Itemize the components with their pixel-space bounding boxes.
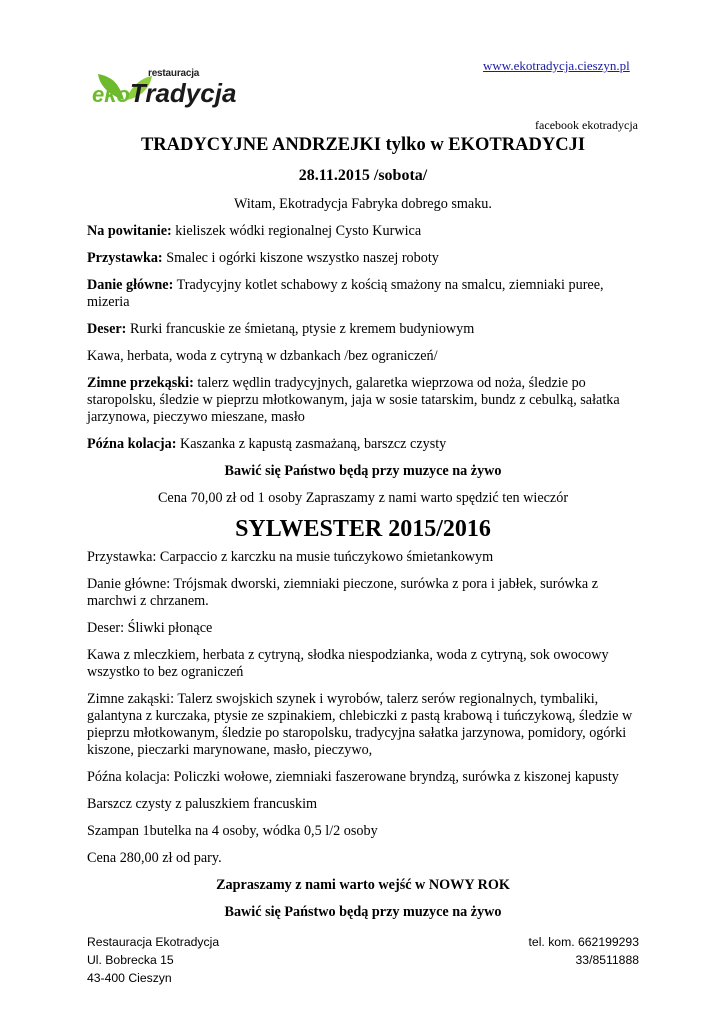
- footer-address: [87, 933, 219, 987]
- andrzejki-item: Zimne przekąski: talerz wędlin tradycyjnych, galaretka wieprzowa od noża, śledzie po staropolsku, śledzie w pieprzu młotkowanym, jaja w sosie tatarskim, bundz z cebulką, sałatka jarzynowa, pieczywo mieszane, masło: [87, 375, 620, 425]
- sylwester-item: Szampan 1butelka na 4 osoby, wódka 0,5 l/2 osoby: [87, 823, 378, 839]
- footer-street: Ul. Bobrecka 15: [87, 953, 174, 967]
- andrzejki-date: 28.11.2015 /sobota/: [298, 167, 428, 184]
- logo-small-text: restauracja: [148, 68, 200, 79]
- footer-phone-landline: 33/8511888: [575, 953, 639, 967]
- footer-phone-mobile: tel. kom. 662199293: [528, 935, 639, 949]
- andrzejki-item: Na powitanie: kieliszek wódki regionalnej Cysto Kurwica: [87, 223, 422, 239]
- sylwester-invite: Zapraszamy z nami warto wejść w NOWY ROK: [216, 877, 510, 893]
- andrzejki-greeting: Witam, Ekotradycja Fabryka dobrego smaku.: [234, 196, 492, 212]
- website-link[interactable]: www.ekotradycja.cieszyn.pl: [483, 58, 630, 73]
- sylwester-title: SYLWESTER 2015/2016: [235, 516, 491, 542]
- andrzejki-music: Bawić się Państwo będą przy muzyce na żywo: [224, 463, 502, 479]
- andrzejki-title: TRADYCYJNE ANDRZEJKI tylko w EKOTRADYCJI: [140, 135, 586, 155]
- andrzejki-item: Późna kolacja: Kaszanka z kapustą zasmażaną, barszcz czysty: [87, 436, 447, 452]
- logo-eko: eko: [92, 82, 130, 107]
- andrzejki-item: Kawa, herbata, woda z cytryną w dzbankach /bez ograniczeń/: [87, 348, 438, 364]
- sylwester-item: Zimne zakąski: Talerz swojskich szynek i wyrobów, talerz serów regionalnych, tymbaliki, galantyna z kurczaka, ptysie ze szpinakiem, chlebiczki z pastą krabową i tuńczykową, śledzie w pieprzu młotkowanym, śledzie po staropolsku, tradycyjna sałatka jarzynowa, pomidory, ogórki kiszone, pieczarki marynowane, masło, pieczywo,: [87, 691, 633, 758]
- sylwester-item: Cena 280,00 zł od pary.: [87, 850, 222, 866]
- logo-tradycja: Tradycja: [129, 78, 237, 108]
- menu-content: [87, 134, 639, 921]
- andrzejki-item: Deser: Rurki francuskie ze śmietaną, ptysie z kremem budyniowym: [87, 321, 475, 337]
- logo: [92, 66, 237, 112]
- footer-restaurant-name: Restauracja Ekotradycja: [87, 935, 220, 949]
- sylwester-item: Deser: Śliwki płonące: [87, 620, 213, 636]
- andrzejki-item: Przystawka: Smalec i ogórki kiszone wszystko naszej roboty: [87, 250, 439, 266]
- andrzejki-price: Cena 70,00 zł od 1 osoby Zapraszamy z nami warto spędzić ten wieczór: [157, 490, 569, 506]
- sylwester-item: Późna kolacja: Policzki wołowe, ziemniaki faszerowane bryndzą, surówka z kiszonej kapusty: [87, 769, 619, 785]
- facebook-text: facebook ekotradycja: [535, 118, 638, 132]
- sylwester-item: Barszcz czysty z paluszkiem francuskim: [87, 796, 318, 812]
- footer-city: 43-400 Cieszyn: [87, 971, 172, 985]
- sylwester-music: Bawić się Państwo będą przy muzyce na żywo: [224, 904, 502, 920]
- andrzejki-item: Danie główne: Tradycyjny kotlet schabowy z kością smażony na smalcu, ziemniaki puree, mizeria: [87, 277, 604, 310]
- sylwester-item: Przystawka: Carpaccio z karczku na musie tuńczykowo śmietankowym: [87, 549, 494, 565]
- sylwester-item: Danie główne: Trójsmak dworski, ziemniaki pieczone, surówka z pora i jabłek, surówka z marchwi z chrzanem.: [87, 576, 599, 609]
- logo-wordmark: [92, 80, 236, 106]
- footer-contact: [529, 933, 639, 969]
- sylwester-item: Kawa z mleczkiem, herbata z cytryną, słodka niespodzianka, woda z cytryną, sok owocowy wszystko to bez ograniczeń: [87, 647, 609, 680]
